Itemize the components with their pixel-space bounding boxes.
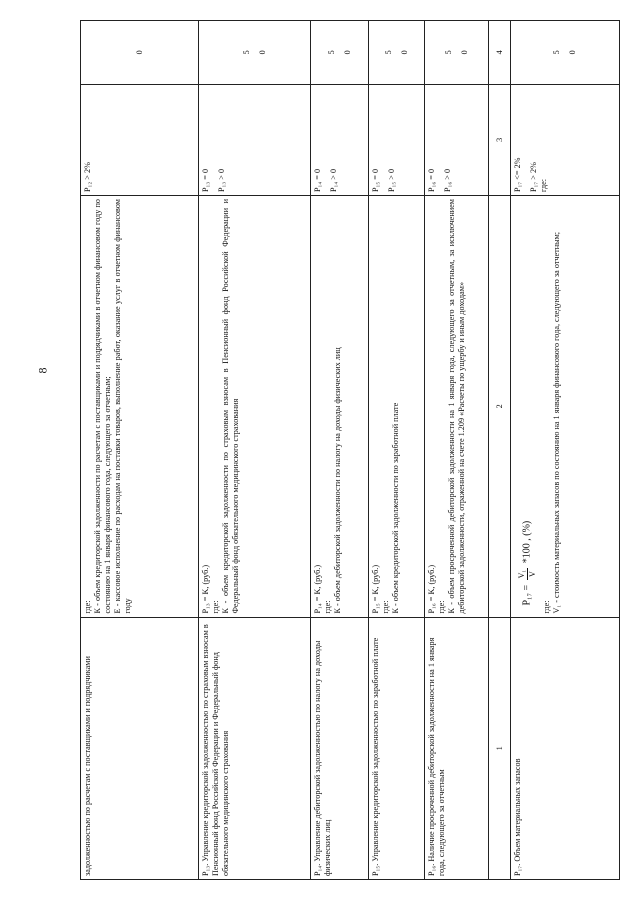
criterion-name-cell xyxy=(425,617,489,879)
criterion-name: P₁₃. Управление кредиторской задолженностью по страховым взносам в Пенсионный фонд Российской Федерации и Федеральный фонд обязательного медицинского страхования xyxy=(201,624,230,876)
score: 0 xyxy=(399,50,409,55)
condition: P₁₆ = 0 xyxy=(427,168,436,192)
score-cell xyxy=(199,21,311,85)
column-numbers-row xyxy=(489,21,511,880)
criterion-name: P₁₆. Наличие просроченной дебиторской задолженности на 1 января года, следующего за отчетным xyxy=(427,637,446,876)
condition: P₁₃ = 0 xyxy=(201,168,210,192)
table-row xyxy=(81,21,199,880)
condition-cell xyxy=(81,84,199,195)
formula-cell xyxy=(425,196,489,618)
formula-line: P₁₄ = K, (руб.) xyxy=(313,564,322,614)
table-row xyxy=(369,21,425,880)
condition: P₁₆ > 0 xyxy=(443,168,452,192)
criterion-name: задолженностью по расчетам с поставщиками и подрядчиками xyxy=(83,656,92,876)
formula-line: где: xyxy=(323,600,332,614)
formula-line: К - объем кредиторской задолженности по страховым взносам в Пенсионный фонд Российской Федерации и Федеральный фонд обязательного медицинского страхования xyxy=(221,199,240,614)
fraction-numerator: V₁ xyxy=(517,569,526,579)
column-number: 4 xyxy=(489,21,511,85)
score: 5 xyxy=(552,50,561,55)
criterion-name-cell xyxy=(369,617,425,879)
formula-line: где: xyxy=(83,600,92,614)
formula-line: где: xyxy=(437,600,446,614)
condition: P₁₃ > 0 xyxy=(217,168,226,192)
column-number: 3 xyxy=(489,84,511,195)
table-row xyxy=(311,21,369,880)
condition: P₁₄ = 0 xyxy=(313,168,322,192)
score-cell xyxy=(425,21,489,85)
criterion-name-cell xyxy=(511,617,620,879)
score: 5 xyxy=(443,50,453,55)
fraction xyxy=(517,568,538,581)
table-row xyxy=(511,21,620,880)
criterion-name: P₁₄. Управление дебиторской задолженностью по налогу на доходы физических лиц xyxy=(313,640,332,876)
score-cell xyxy=(369,21,425,85)
condition: P₁₂ > 2% xyxy=(83,162,92,192)
criterion-name-cell xyxy=(199,617,311,879)
criterion-name-cell xyxy=(311,617,369,879)
formula-cell xyxy=(311,196,369,618)
formula-line: К - объем кредиторской задолженности по заработной плате xyxy=(391,402,400,614)
condition: P₁₄ > 0 xyxy=(329,168,338,192)
criteria-table xyxy=(80,20,620,880)
score-cell xyxy=(311,21,369,85)
criterion-name: P₁₅. Управление кредиторской задолженностью по заработной плате xyxy=(371,637,380,876)
formula-cell xyxy=(369,196,425,618)
score: 0 xyxy=(342,50,352,55)
score-cell xyxy=(511,21,620,85)
formula-rhs: *100 , (%) xyxy=(521,520,533,564)
column-number: 1 xyxy=(489,617,511,879)
score: 0 xyxy=(257,50,267,55)
formula-line: К - объем кредиторской задолженности по расчетам с поставщиками и подрядчиками в отчетном финансовом году по состоянию на 1 января финансового года, следующего за отчетным; xyxy=(93,199,112,614)
score: 5 xyxy=(383,50,393,55)
rotated-table-container xyxy=(80,20,620,880)
score: 5 xyxy=(326,50,336,55)
condition-cell xyxy=(311,84,369,195)
condition-cell xyxy=(369,84,425,195)
condition: P₁₇ <= 2% xyxy=(513,157,522,192)
condition: P₁₇ > 2% xyxy=(529,162,538,192)
formula-line: где: xyxy=(541,600,551,614)
score-cell xyxy=(81,21,199,85)
formula-line: Е - кассовое исполнение по расходам на поставки товаров, выполнение работ, оказание услуг в отчетном финансовом году xyxy=(113,199,132,614)
formula-cell xyxy=(199,196,311,618)
formula-cell xyxy=(81,196,199,618)
formula-line: P₁₃ = K, (руб.) xyxy=(201,564,210,614)
condition-cell xyxy=(199,84,311,195)
formula-lhs: P₁₇ = xyxy=(521,584,533,606)
condition-cell xyxy=(425,84,489,195)
formula-line: К - объем просроченной дебиторской задолженности на 1 января года, следующего за отчетным, за исключением дебиторской задолженности, отраженной на счете 1.209 «Расчеты по ущербу и иным доходам» xyxy=(447,199,466,614)
column-number: 2 xyxy=(489,196,511,618)
fraction-denominator: V xyxy=(527,571,537,577)
condition: P₁₅ > 0 xyxy=(387,168,396,192)
table-row xyxy=(199,21,311,880)
formula-line: где: xyxy=(381,600,390,614)
criterion-name: P₁₇. Объем материальных запасов xyxy=(513,758,522,876)
criterion-name-cell xyxy=(81,617,199,879)
formula-line: P₁₅ = K, (руб.) xyxy=(371,564,380,614)
formula-line: где: xyxy=(211,600,220,614)
formula-cell xyxy=(511,196,620,618)
condition-cell xyxy=(511,84,620,195)
condition: где: xyxy=(539,178,548,192)
score: 0 xyxy=(134,50,144,55)
formula-line: К - объем дебиторской задолженности по налогу на доходы физических лиц xyxy=(333,347,342,614)
formula xyxy=(517,199,538,606)
score: 5 xyxy=(241,50,251,55)
score: 0 xyxy=(568,50,577,55)
score: 0 xyxy=(459,50,469,55)
table-row xyxy=(425,21,489,880)
page-number: 8 xyxy=(35,367,50,374)
condition: P₁₅ = 0 xyxy=(371,168,380,192)
formula-line: P₁₆ = K, (руб.) xyxy=(427,564,436,614)
formula-line: V₁ - стоимость материальных запасов по состоянию на 1 января финансового года, следующего за отчетным; xyxy=(551,231,561,614)
